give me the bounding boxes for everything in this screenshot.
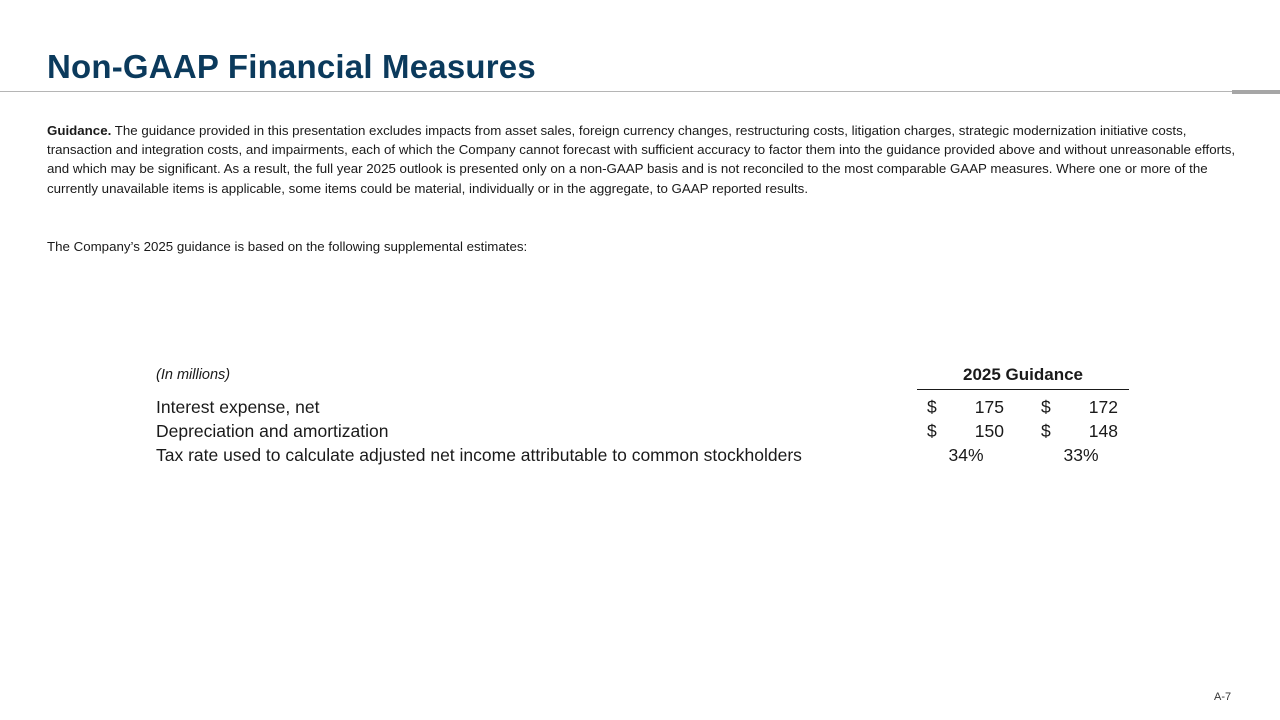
page-title: Non-GAAP Financial Measures — [47, 48, 536, 85]
guidance-label: Guidance. — [47, 123, 112, 138]
currency-symbol: $ — [1041, 421, 1051, 441]
row-label: Tax rate used to calculate adjusted net income attributable to common stockholders — [156, 445, 802, 465]
table-row-tax-rate — [156, 445, 1136, 469]
table-row-depreciation — [156, 421, 1136, 445]
currency-symbol: $ — [927, 421, 937, 441]
guidance-high-value: 148 — [1088, 421, 1118, 441]
supplemental-intro: The Company’s 2025 guidance is based on the following supplemental estimates: — [47, 239, 528, 254]
currency-symbol: $ — [927, 397, 937, 417]
units-label: (In millions) — [156, 367, 231, 383]
title-divider-accent — [1232, 90, 1280, 94]
guidance-low-value: 175 — [974, 397, 1004, 417]
guidance-high-value: 172 — [1088, 397, 1118, 417]
guidance-low-value: 150 — [974, 421, 1004, 441]
table-row-interest-expense — [156, 397, 1136, 421]
row-label: Interest expense, net — [156, 397, 320, 417]
guidance-text: The guidance provided in this presentation excludes impacts from asset sales, foreign currency changes, restructuring costs, litigation charges, strategic modernization initiative costs, transaction and integration costs, and impairments, each of which the Company cannot forecast with sufficient accuracy to factor them into the guidance provided above and without unreasonable efforts, and which may be significant. As a result, the full year 2025 outlook is presented only on a non-GAAP basis and is not reconciled to the most comparable GAAP measures. Where one or more of the currently unavailable items is applicable, some items could be material, individually or in the aggregate, to GAAP reported results. — [47, 123, 1236, 196]
currency-symbol: $ — [1041, 397, 1051, 417]
column-header-2025-guidance: 2025 Guidance — [917, 365, 1129, 390]
guidance-paragraph — [47, 121, 1237, 198]
guidance-high-value: 33% — [1063, 445, 1099, 465]
row-label: Depreciation and amortization — [156, 421, 389, 441]
page-number: A-7 — [1214, 691, 1232, 703]
title-divider — [0, 91, 1280, 92]
guidance-low-value: 34% — [948, 445, 984, 465]
